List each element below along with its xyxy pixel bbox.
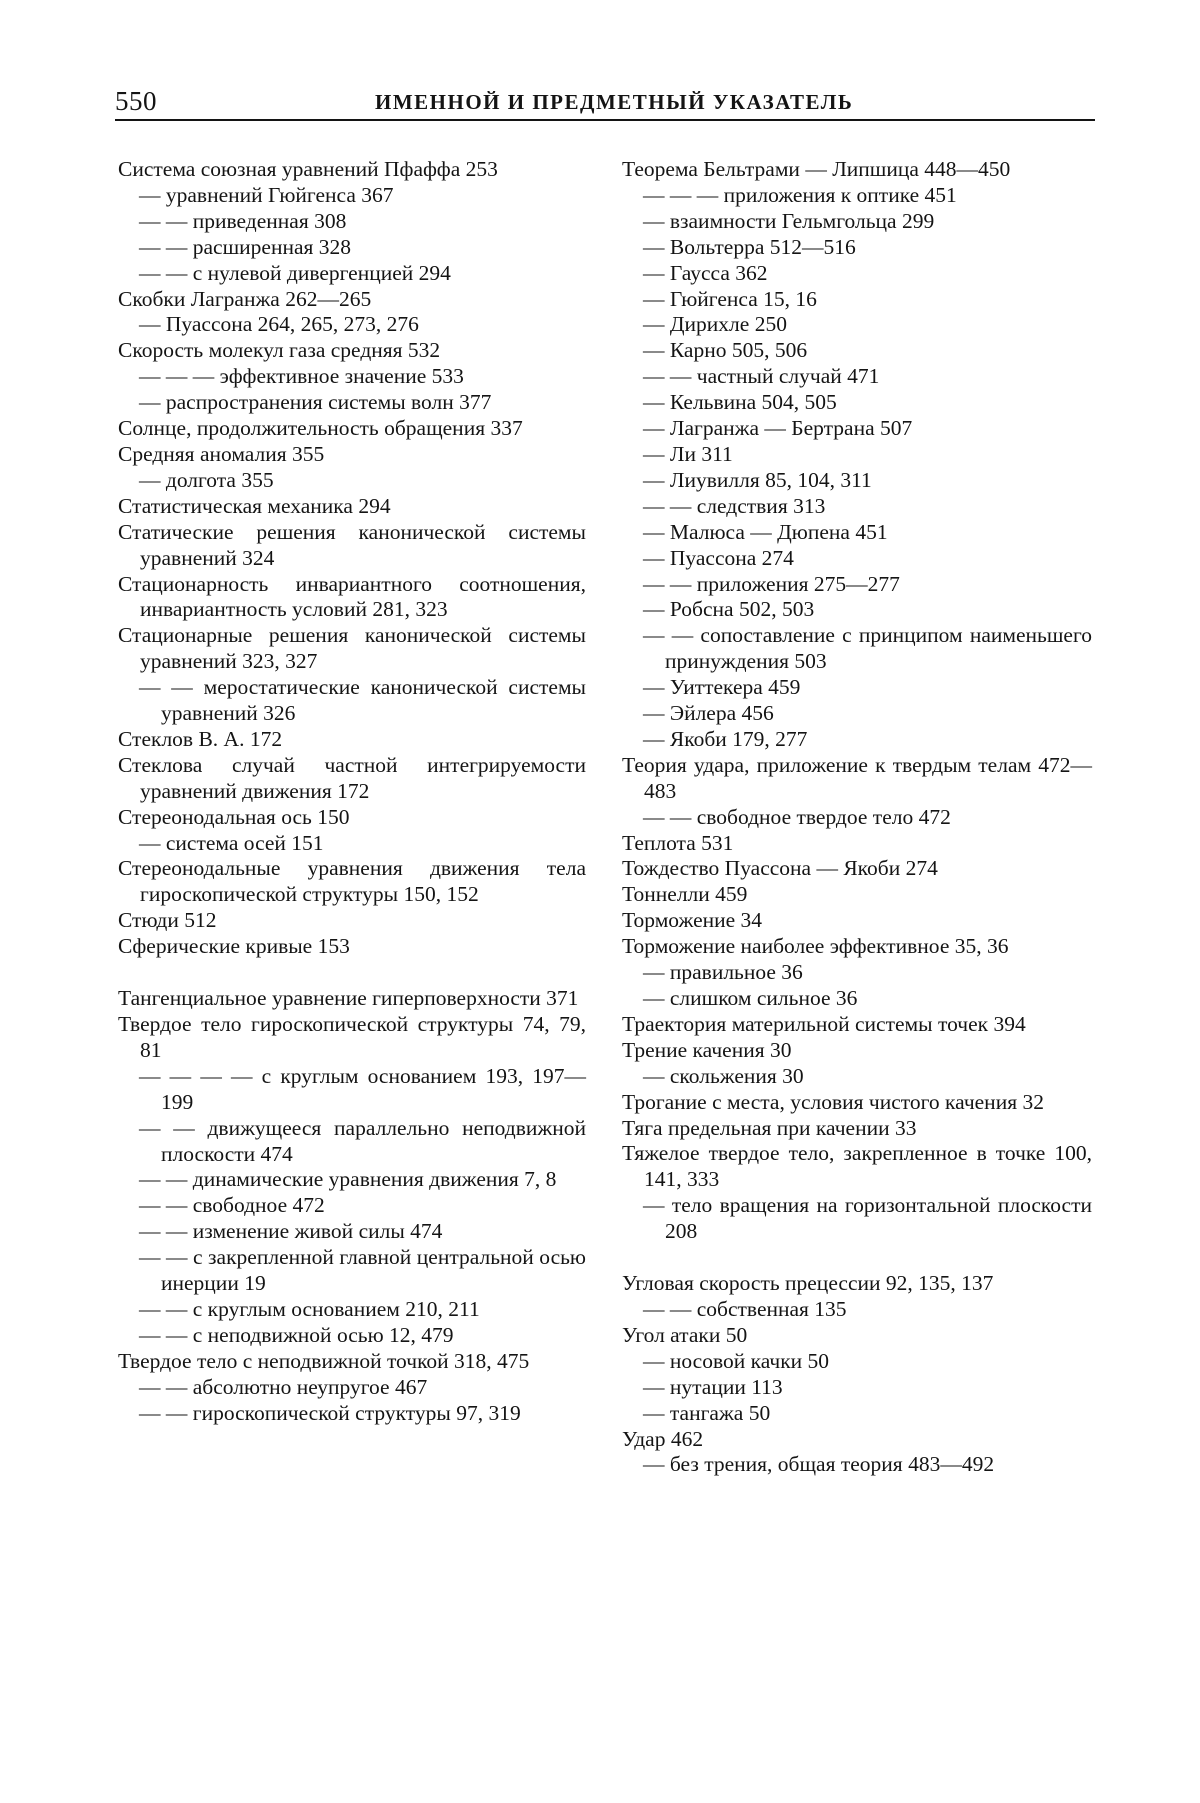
index-entry: Тоннелли 459 — [622, 882, 748, 907]
index-subentry: — — гироскопической структуры 97, 319 — [139, 1400, 521, 1425]
index-subentry: — слишком сильное 36 — [643, 986, 858, 1010]
index-entry: Тождество Пуассона — Якоби 274 — [622, 856, 938, 881]
index-subentry: — Робсна 502, 503 — [643, 597, 815, 622]
letter-section-gap — [118, 960, 586, 986]
index-subentry: — — приложения 275—277 — [643, 571, 900, 596]
index-subentry: — — свободное твердое тело 472 — [643, 804, 951, 829]
index-column-left — [118, 157, 586, 1427]
index-subentry: — — движущееся параллельно неподвижной плоскости 474 — [139, 1115, 586, 1166]
index-subentry: — тангажа 50 — [643, 1400, 771, 1425]
index-subentry: — — сопоставление с принципом наименьшего принуждения 503 — [643, 623, 1092, 674]
index-subentry: — взаимности Гельмгольца 299 — [643, 208, 935, 233]
index-entry: Солнце, продолжительность обращения 337 — [118, 416, 523, 441]
index-entry: Стеклов В. А. 172 — [118, 726, 283, 751]
index-entry: Твердое тело гироскопической структуры 74, 79, 81 — [118, 1012, 586, 1062]
index-entry: Тангенциальное уравнение гиперповерхности 371 — [118, 986, 579, 1011]
running-head-title: ИМЕННОЙ И ПРЕДМЕТНЫЙ УКАЗАТЕЛЬ — [375, 90, 854, 114]
index-subentry: — Вольтерра 512—516 — [643, 234, 856, 259]
index-subentry: — уравнений Гюйгенса 367 — [139, 182, 394, 207]
index-subentry: — — — эффективное значение 533 — [139, 364, 464, 389]
index-subentry: — Якоби 179, 277 — [643, 726, 808, 751]
index-subentry: — — с круглым основанием 210, 211 — [139, 1296, 480, 1321]
index-entry: Статистическая механика 294 — [118, 493, 391, 518]
index-entry: Удар 462 — [622, 1426, 704, 1451]
index-subentry: — — расширенная 328 — [139, 234, 352, 259]
index-subentry: — — с нулевой дивергенцией 294 — [139, 260, 451, 285]
index-subentry: — скольжения 30 — [643, 1063, 804, 1088]
index-entry: Трение качения 30 — [622, 1037, 792, 1062]
index-subentry: — — динамические уравнения движения 7, 8 — [139, 1167, 557, 1192]
running-head — [115, 86, 1095, 120]
index-entry: Твердое тело с неподвижной точкой 318, 475 — [118, 1348, 530, 1373]
index-entry: Система союзная уравнений Пфаффа 253 — [118, 157, 498, 181]
index-subentry: — Ли 311 — [643, 441, 733, 466]
index-entry: Торможение наиболее эффективное 35, 36 — [622, 934, 1009, 959]
index-entry: Угловая скорость прецессии 92, 135, 137 — [622, 1271, 994, 1296]
index-entry: Торможение 34 — [622, 908, 763, 933]
index-entry: Теплота 531 — [622, 830, 734, 855]
index-subentry: — Гюйгенса 15, 16 — [643, 286, 817, 311]
index-subentry: — — с закрепленной главной центральной осью инерции 19 — [139, 1245, 586, 1296]
index-subentry: — — свободное 472 — [139, 1193, 325, 1218]
index-subentry: — — — — с круглым основанием 193, 197—199 — [139, 1063, 586, 1114]
index-subentry: — — с неподвижной осью 12, 479 — [139, 1322, 454, 1347]
index-subentry: — — меростатические канонической системы уравнений 326 — [139, 675, 586, 726]
index-subentry: — — следствия 313 — [643, 493, 826, 518]
index-entry: Средняя аномалия 355 — [118, 441, 325, 466]
index-entry: Теория удара, приложение к твердым телам 472—483 — [622, 752, 1092, 803]
index-entry: Теорема Бельтрами — Липшица 448—450 — [622, 157, 1011, 181]
index-subentry: — носовой качки 50 — [643, 1348, 830, 1373]
index-entry: Траектория материльной системы точек 394 — [622, 1011, 1026, 1036]
index-subentry: — Малюса — Дюпена 451 — [643, 519, 888, 544]
index-subentry: — — абсолютно неупругое 467 — [139, 1374, 428, 1399]
index-entry: Стереонодальная ось 150 — [118, 804, 350, 829]
index-subentry: — система осей 151 — [139, 830, 324, 855]
index-entry: Тяга предельная при качении 33 — [622, 1115, 917, 1140]
index-entry: Скорость молекул газа средняя 532 — [118, 338, 441, 363]
index-subentry: — Дирихле 250 — [643, 312, 787, 337]
index-entry: Скобки Лагранжа 262—265 — [118, 286, 372, 311]
index-subentry: — без трения, общая теория 483—492 — [643, 1452, 995, 1477]
index-subentry: — Уиттекера 459 — [643, 675, 801, 700]
index-subentry: — — собственная 135 — [643, 1296, 847, 1321]
header-rule — [115, 119, 1095, 121]
index-entry: Сферические кривые 153 — [118, 934, 350, 959]
index-entry: Стеклова случай частной интегрируемости уравнений движения 172 — [118, 752, 586, 803]
index-column-right — [622, 157, 1092, 1478]
index-entry: Стереонодальные уравнения движения тела гироскопической структуры 150, 152 — [118, 856, 586, 907]
index-subentry: — Эйлера 456 — [643, 701, 774, 726]
index-subentry: — Лиувилля 85, 104, 311 — [643, 467, 872, 492]
letter-section-gap — [622, 1245, 1092, 1271]
index-subentry: — Гаусса 362 — [643, 260, 768, 285]
index-entry: Стационарные решения канонической системы уравнений 323, 327 — [118, 623, 586, 674]
index-entry: Стюди 512 — [118, 908, 217, 933]
index-entry: Трогание с места, условия чистого качения 32 — [622, 1089, 1044, 1114]
index-subentry: — тело вращения на горизонтальной плоскости 208 — [643, 1193, 1092, 1244]
index-entry: Стационарность инвариантного соотношения, инвариантность условий 281, 323 — [118, 571, 586, 622]
index-entry: Угол атаки 50 — [622, 1322, 748, 1347]
index-subentry: — — изменение живой силы 474 — [139, 1219, 443, 1244]
index-subentry: — Пуассона 274 — [643, 545, 794, 570]
index-subentry: — Кельвина 504, 505 — [643, 390, 837, 415]
index-entry: Тяжелое твердое тело, закрепленное в точке 100, 141, 333 — [622, 1141, 1092, 1192]
index-entry: Статические решения канонической системы уравнений 324 — [118, 519, 586, 570]
index-subentry: — распространения системы волн 377 — [139, 390, 492, 415]
index-subentry: — Пуассона 264, 265, 273, 276 — [139, 312, 419, 337]
index-subentry: — правильное 36 — [643, 960, 803, 985]
index-subentry: — — — приложения к оптике 451 — [643, 182, 957, 207]
index-subentry: — Лагранжа — Бертрана 507 — [643, 416, 913, 441]
index-subentry: — нутации 113 — [643, 1374, 783, 1399]
index-subentry: — — частный случай 471 — [643, 364, 880, 389]
index-subentry: — — приведенная 308 — [139, 208, 347, 233]
page-number: 550 — [115, 86, 157, 116]
index-subentry: — Карно 505, 506 — [643, 338, 808, 363]
index-subentry: — долгота 355 — [139, 467, 274, 492]
